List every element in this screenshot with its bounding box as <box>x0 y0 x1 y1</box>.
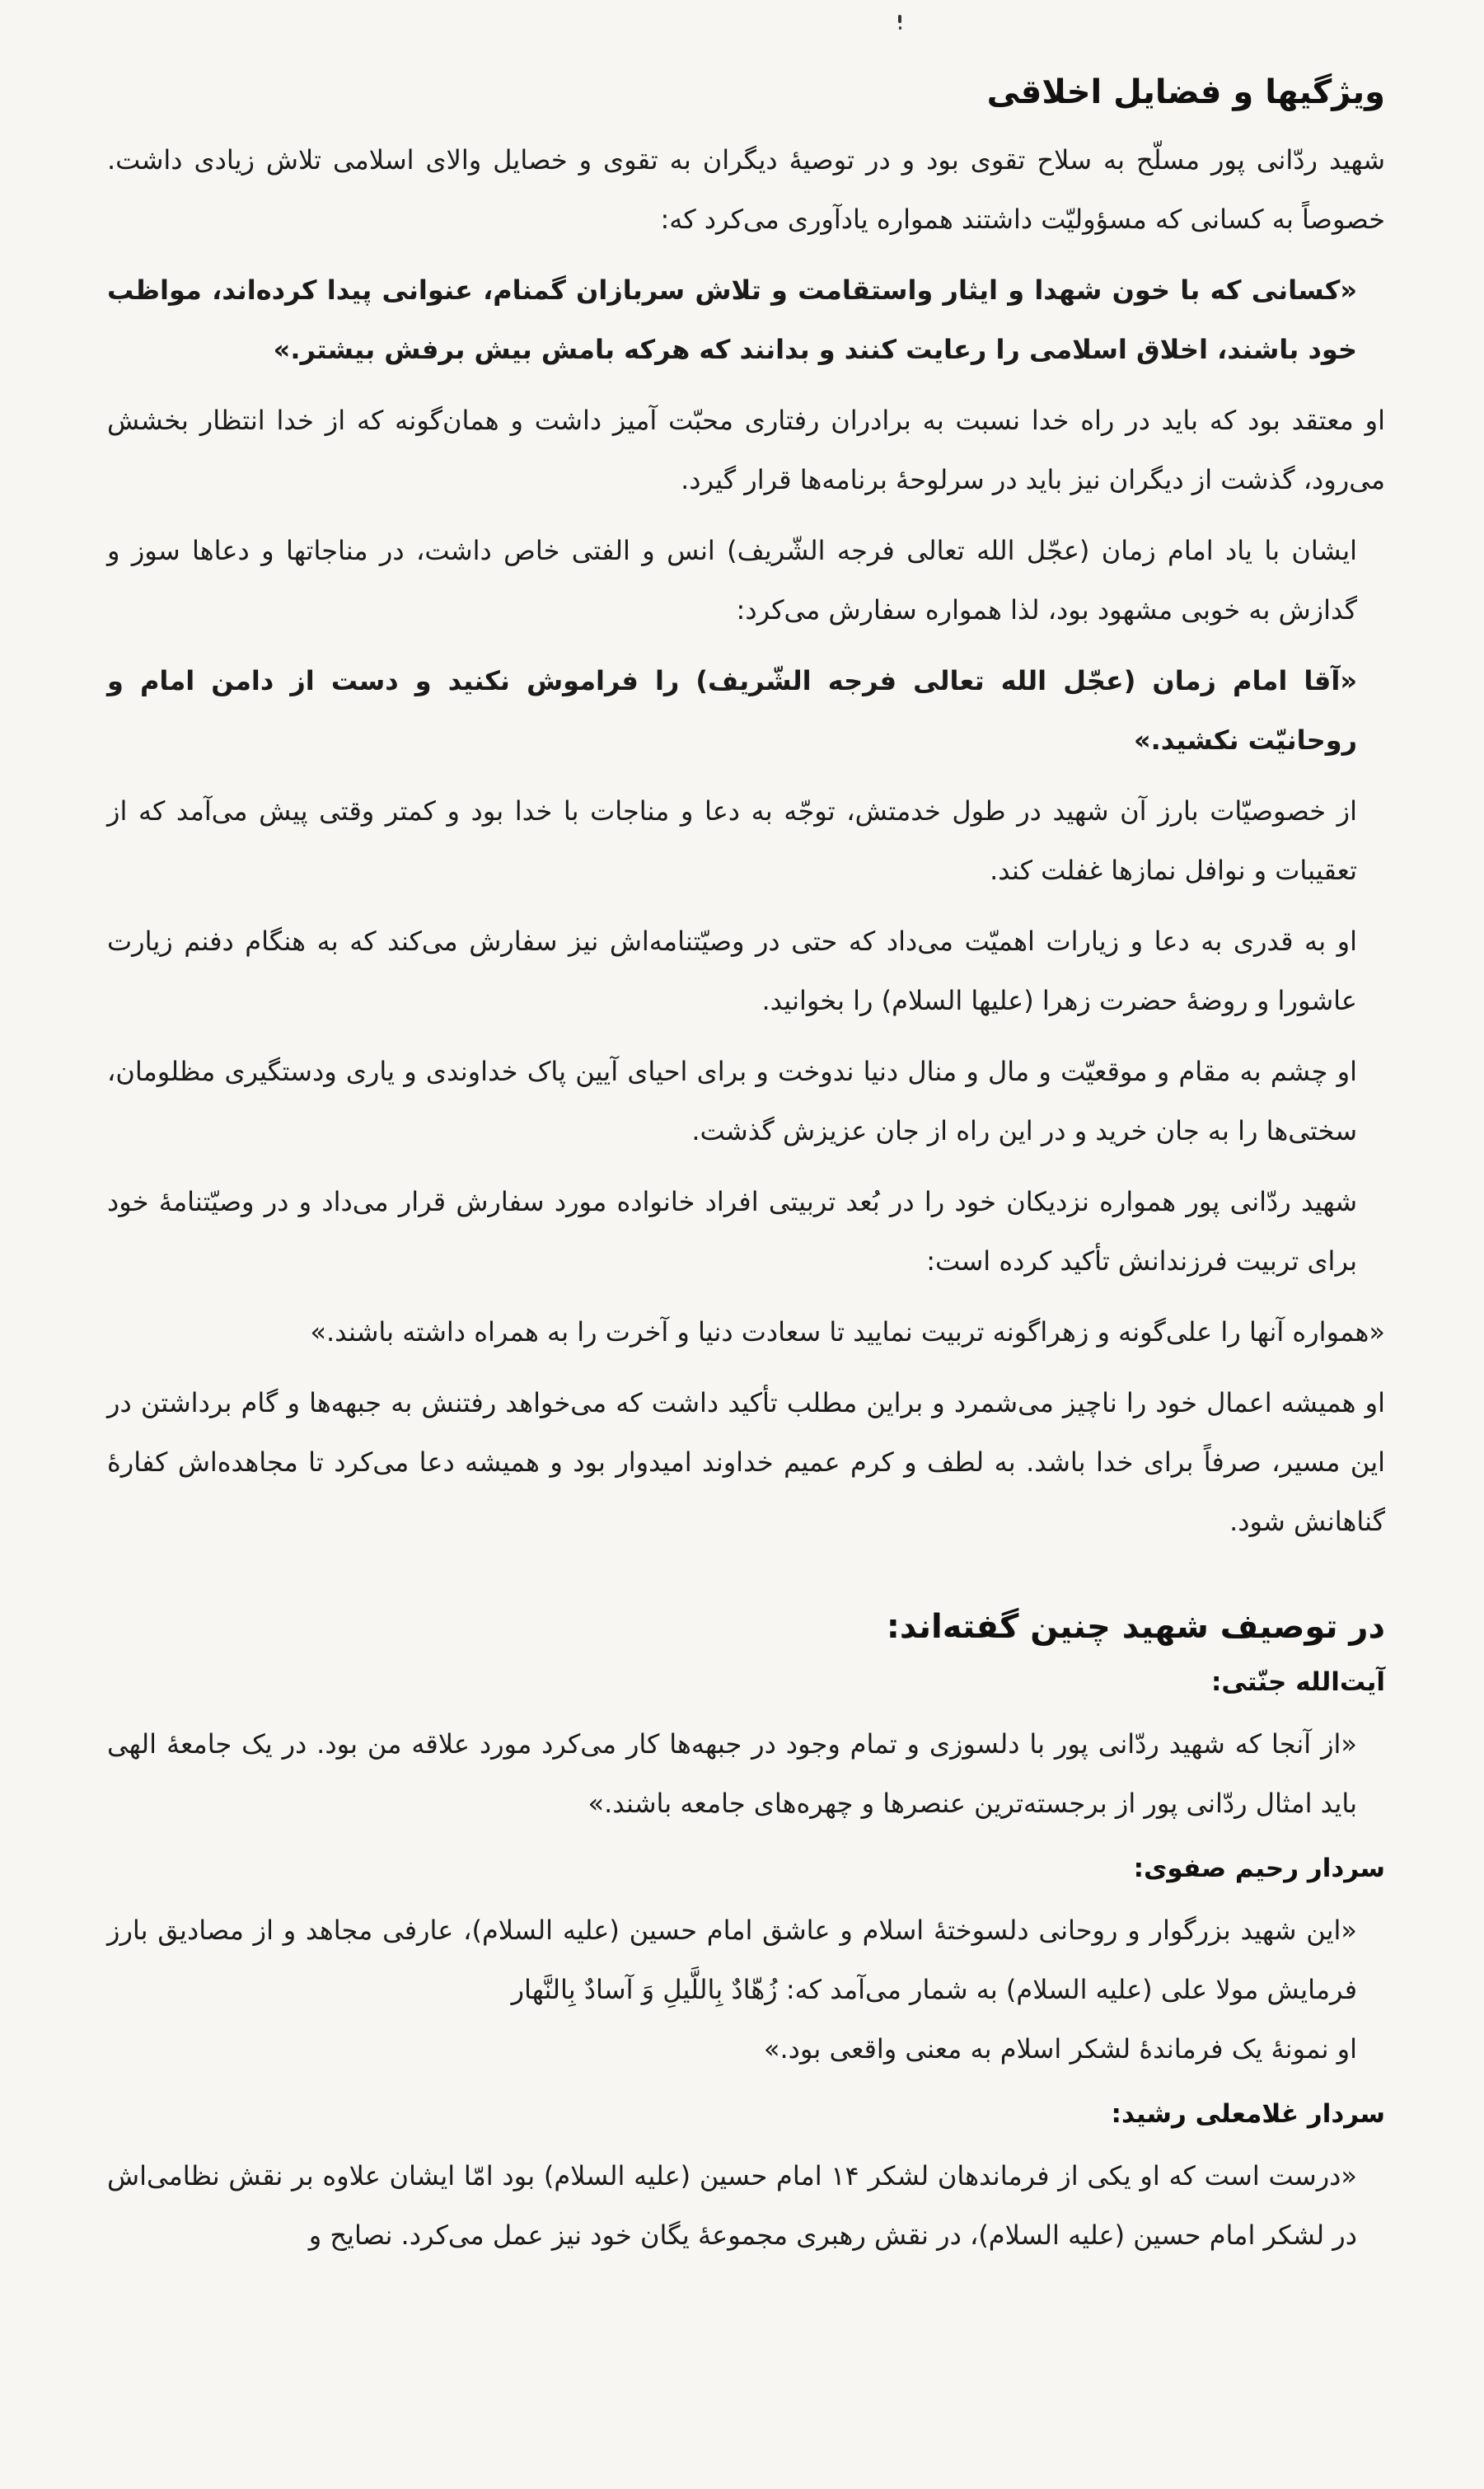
paragraph: شهید ردّانی پور مسلّح به سلاح تقوی بود و در توصیهٔ دیگران به تقوی و خصایل والای اسلامی تلاش زیادی داشت. خصوصاً به کسانی که مسؤولیّت داشتند همواره یادآوری می‌کرد که: <box>107 144 1385 235</box>
paragraph: شهید ردّانی پور همواره نزدیکان خود را در بُعد تربیتی افراد خانواده مورد سفارش قرار می‌داد و در وصیّتنامهٔ خود برای تربیت فرزندانش تأکید کرده است: <box>107 1186 1357 1277</box>
section-title: ویژگیها و فضایل اخلاقی <box>986 73 1385 111</box>
paragraph: او به قدری به دعا و زیارات اهمیّت می‌داد که حتی در وصیّتنامه‌اش نیز سفارش می‌کند که به هنگام دفنم زیارت عاشورا و روضهٔ حضرت زهرا (علیها السلام) را بخوانید. <box>107 926 1357 1016</box>
quote-paragraph: «آقا امام زمان (عجّل الله تعالی فرجه الشّریف) را فراموش نکنید و دست از دامن امام و روحانیّت نکشید.» <box>107 665 1357 756</box>
paragraph: او چشم به مقام و موقعیّت و مال و منال دنیا ندوخت و برای احیای آیین پاک خداوندی و یاری ودستگیری مظلومان، سختی‌ها را به جان خرید و در این راه از جان عزیزش گذشت. <box>107 1056 1357 1146</box>
paragraph: او همیشه اعمال خود را ناچیز می‌شمرد و براین مطلب تأکید داشت که می‌خواهد رفتنش به جبهه‌ها و گام برداشتن در این مسیر، صرفاً برای خدا باشد. به لطف و کرم عمیم خداوند امیدوار بود و همیشه دعا می‌کرد تا مجاهده‌اش کفارهٔ گناهانش شود. <box>107 1387 1385 1537</box>
paragraph: از خصوصیّات بارز آن شهید در طول خدمتش، توجّه به دعا و مناجات با خدا بود و کمتر وقتی پیش می‌آمد که از تعقیبات و نوافل نمازها غفلت کند. <box>107 795 1357 886</box>
section-title: در توصیف شهید چنین گفته‌اند: <box>886 1608 1385 1646</box>
speaker-name: سردار غلامعلی رشید: <box>1111 2099 1385 2129</box>
quote-paragraph: «همواره آنها را علی‌گونه و زهراگونه تربیت نمایید تا سعادت دنیا و آخرت را به همراه داشته باشند.» <box>310 1316 1385 1348</box>
speaker-quote: «از آنجا که شهید ردّانی پور با دلسوزی و تمام وجود در جبهه‌ها کار می‌کرد مورد علاقه من بود. در یک جامعهٔ الهی باید امثال ردّانی پور از برجسته‌ترین عنصرها و چهره‌های جامعه باشند.» <box>107 1728 1357 1819</box>
scan-speck <box>898 15 901 23</box>
paragraph: او معتقد بود که باید در راه خدا نسبت به برادران رفتاری محبّت آمیز داشت و همان‌گونه که از خدا انتظار بخشش می‌رود، گذشت از دیگران نیز باید در سرلوحهٔ برنامه‌ها قرار گیرد. <box>107 405 1385 495</box>
speaker-quote-end: او نمونهٔ یک فرماندهٔ لشکر اسلام به معنی واقعی بود.» <box>763 2033 1357 2065</box>
speaker-name: آیت‌الله جنّتی: <box>1210 1667 1385 1697</box>
quote-paragraph: «کسانی که با خون شهدا و ایثار واستقامت و تلاش سربازان گمنام، عنوانی پیدا کرده‌اند، مواظب خود باشند، اخلاق اسلامی را رعایت کنند و بدانند که هرکه بامش بیش برفش بیشتر.» <box>107 274 1357 365</box>
speaker-quote: «درست است که او یکی از فرماندهان لشکر ۱۴ امام حسین (علیه السلام) بود امّا ایشان علاوه بر نقش نظامی‌اش در لشکر امام حسین (علیه السلام)، در نقش رهبری مجموعهٔ یگان خود نیز عمل می‌کرد. نصایح و <box>107 2160 1358 2251</box>
scan-speck <box>899 26 901 30</box>
scan-specks <box>898 15 903 33</box>
paragraph: ایشان با یاد امام زمان (عجّل الله تعالی فرجه الشّریف) انس و الفتی خاص داشت، در مناجاتها و دعاها سوز و گدازش به خوبی مشهود بود، لذا همواره سفارش می‌کرد: <box>107 535 1357 626</box>
speaker-quote: «این شهید بزرگوار و روحانی دلسوختهٔ اسلام و عاشق امام حسین (علیه السلام)، عارفی مجاهد و از مصادیق بارز فرمایش مولا علی (علیه السلام) به شمار می‌آمد که: زُهّادٌ بِاللَّیلِ وَ آسادٌ بِالنَّهار <box>107 1915 1357 2005</box>
speaker-name: سردار رحیم صفوی: <box>1133 1854 1385 1883</box>
